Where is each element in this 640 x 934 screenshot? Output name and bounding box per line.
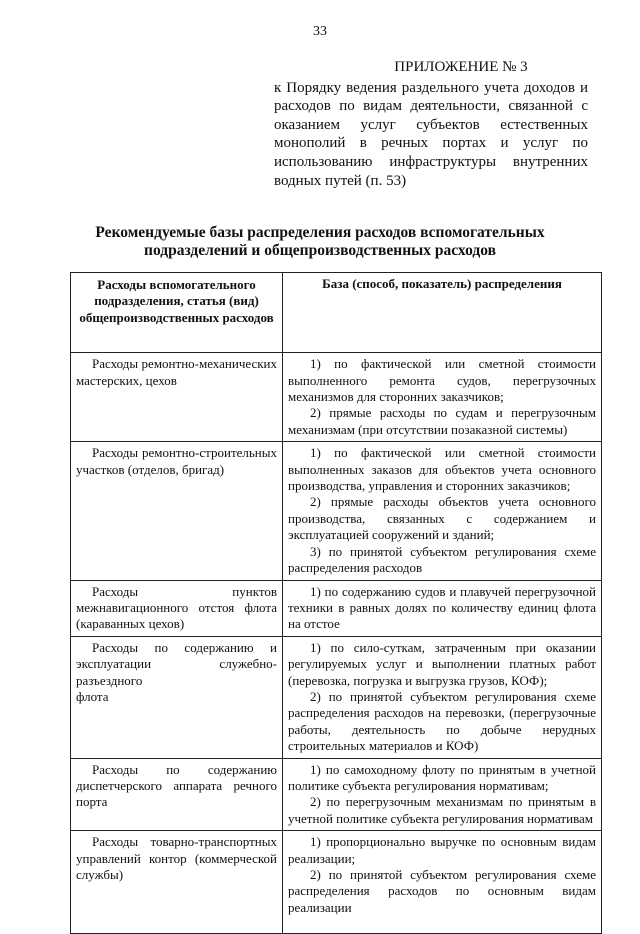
annex-line: использованию инфраструктуры внутренних <box>274 153 588 170</box>
cell-line: 1) по содержанию судов и плавучей перегрузочной <box>310 583 596 599</box>
basis-item <box>288 794 596 827</box>
cell-line: мастерских, цехов <box>76 372 177 388</box>
annex-title: ПРИЛОЖЕНИЕ № 3 <box>394 59 528 75</box>
annex-block <box>274 58 588 190</box>
cell-line: эксплуатацией сооружений и зданий; <box>288 527 495 543</box>
cell-line: работы, деятельность по добыче нерудных <box>288 721 596 737</box>
header-line: Расходы вспомогательного <box>97 277 256 292</box>
table-row <box>71 831 602 934</box>
cell-line: распределения расходов на перевозки, (перегрузочные <box>288 705 596 721</box>
basis-cell <box>283 831 602 934</box>
annex-line: оказанием услуг субъектов естественных <box>274 116 588 133</box>
cell-line: 3) по принятой субъектом регулирования схеме <box>310 543 596 559</box>
header-line: подразделения, статья (вид) <box>94 293 259 309</box>
cell-line: межнавигационного отстоя флота <box>76 599 277 615</box>
cell-line: Расходы товарно-транспортных <box>92 834 277 850</box>
expense-cell <box>71 636 283 758</box>
basis-item <box>288 356 596 405</box>
cell-line: (перевозка, погрузка и выгрузка грузов, КОФ); <box>288 672 548 688</box>
annex-line: водных путей (п. 53) <box>274 172 407 189</box>
cell-line: политике субъекта регулирования нормативам; <box>288 777 549 793</box>
cell-line: механизмов для сторонних заказчиков; <box>288 389 504 405</box>
cell-line: Расходы ремонтно-механических <box>92 356 277 372</box>
table-row <box>71 758 602 831</box>
basis-cell <box>283 636 602 758</box>
table-row <box>71 636 602 758</box>
cell-line: 2) по принятой субъектом регулирования схеме <box>310 688 596 704</box>
cell-line: учетной политике субъекта регулирования нормативам <box>288 810 594 826</box>
cell-line: 1) по фактической или сметной стоимости <box>310 445 596 461</box>
basis-item <box>288 494 596 543</box>
expense-cell <box>71 758 283 831</box>
cell-line: производства, управления и сторонних заказчиков; <box>288 478 571 494</box>
cell-line: реализации; <box>288 850 356 866</box>
basis-item <box>288 867 596 916</box>
cell-line: (караванных цехов) <box>76 616 185 632</box>
expense-cell <box>71 442 283 580</box>
basis-item <box>288 584 596 633</box>
cell-line: 2) по принятой субъектом регулирования схеме <box>310 867 596 882</box>
header-distribution-basis <box>283 273 602 353</box>
cell-line: участков (отделов, бригад) <box>76 461 225 477</box>
basis-item <box>288 689 596 755</box>
annex-description <box>274 79 588 191</box>
cell-line: 1) по сило-суткам, затраченным при оказании <box>310 639 596 655</box>
cell-line: выполненного ремонта судов, перегрузочных <box>288 372 596 388</box>
basis-cell <box>283 580 602 636</box>
cell-line: эксплуатации служебно-разъездного <box>76 656 277 688</box>
basis-item <box>288 445 596 494</box>
heading-line: подразделений и общепроизводственных расходов <box>144 242 496 259</box>
cell-line: строительных материалов и КОФ) <box>288 738 479 754</box>
heading-line: Рекомендуемые базы распределения расходов вспомогательных <box>95 224 545 241</box>
cell-line: службы) <box>76 867 124 882</box>
cell-line: управлений контор (коммерческой <box>76 850 277 866</box>
cell-line: Расходы пунктов <box>92 583 277 599</box>
annex-line: к Порядку ведения раздельного учета доходов и <box>274 79 588 96</box>
basis-item <box>288 544 596 577</box>
basis-cell <box>283 442 602 580</box>
cell-line: Расходы по содержанию <box>92 761 277 777</box>
table-row <box>71 442 602 580</box>
cell-line: реализации <box>288 899 352 915</box>
basis-cell <box>283 758 602 831</box>
cell-line: флота <box>76 688 109 704</box>
basis-cell <box>283 353 602 442</box>
table-row <box>71 353 602 442</box>
document-heading <box>70 224 570 260</box>
cell-line: регулируемых услуг и выполнении платных работ <box>288 656 596 672</box>
cell-line: 2) прямые расходы по судам и перегрузочным <box>310 405 596 421</box>
distribution-table <box>70 272 602 934</box>
header-line: общепроизводственных расходов <box>79 309 274 325</box>
header-expense-type <box>71 273 283 353</box>
cell-line: механизмам (при отсутствии позаказной системы) <box>288 421 568 437</box>
table-row <box>71 580 602 636</box>
cell-line: 2) прямые расходы объектов учета основного <box>310 494 596 510</box>
table-header-row <box>71 273 602 353</box>
cell-line: 1) по фактической или сметной стоимости <box>310 356 596 372</box>
basis-item <box>288 762 596 795</box>
header-line: База (способ, показатель) распределения <box>322 276 562 291</box>
cell-line: диспетчерского аппарата речного порта <box>76 777 277 810</box>
cell-line: выполненных заказов для объектов учета основного <box>288 461 596 477</box>
cell-line: распределения расходов по основным видам <box>288 883 596 899</box>
basis-item <box>288 834 596 867</box>
expense-cell <box>71 831 283 934</box>
cell-line: 2) по перегрузочным механизмам по принятым в <box>310 794 596 810</box>
annex-line: монополий в речных портах и услуг по <box>274 135 588 152</box>
cell-line: распределения расходов <box>288 560 423 576</box>
basis-item <box>288 640 596 689</box>
basis-item <box>288 405 596 438</box>
annex-line: расходов по видам деятельности, связанной с <box>274 98 588 115</box>
cell-line: 1) пропорционально выручке по основным видам <box>310 834 596 850</box>
cell-line: Расходы по содержанию и <box>92 639 277 655</box>
cell-line: техники в равных долях по количеству единиц флота <box>288 599 596 615</box>
cell-line: производства, связанных с содержанием и <box>288 510 596 526</box>
cell-line: Расходы ремонтно-строительных <box>92 445 277 461</box>
expense-cell <box>71 353 283 442</box>
cell-line: на отстое <box>288 616 340 632</box>
cell-line: 1) по самоходному флоту по принятым в учетной <box>310 761 596 777</box>
page-number: 33 <box>313 24 327 39</box>
expense-cell <box>71 580 283 636</box>
